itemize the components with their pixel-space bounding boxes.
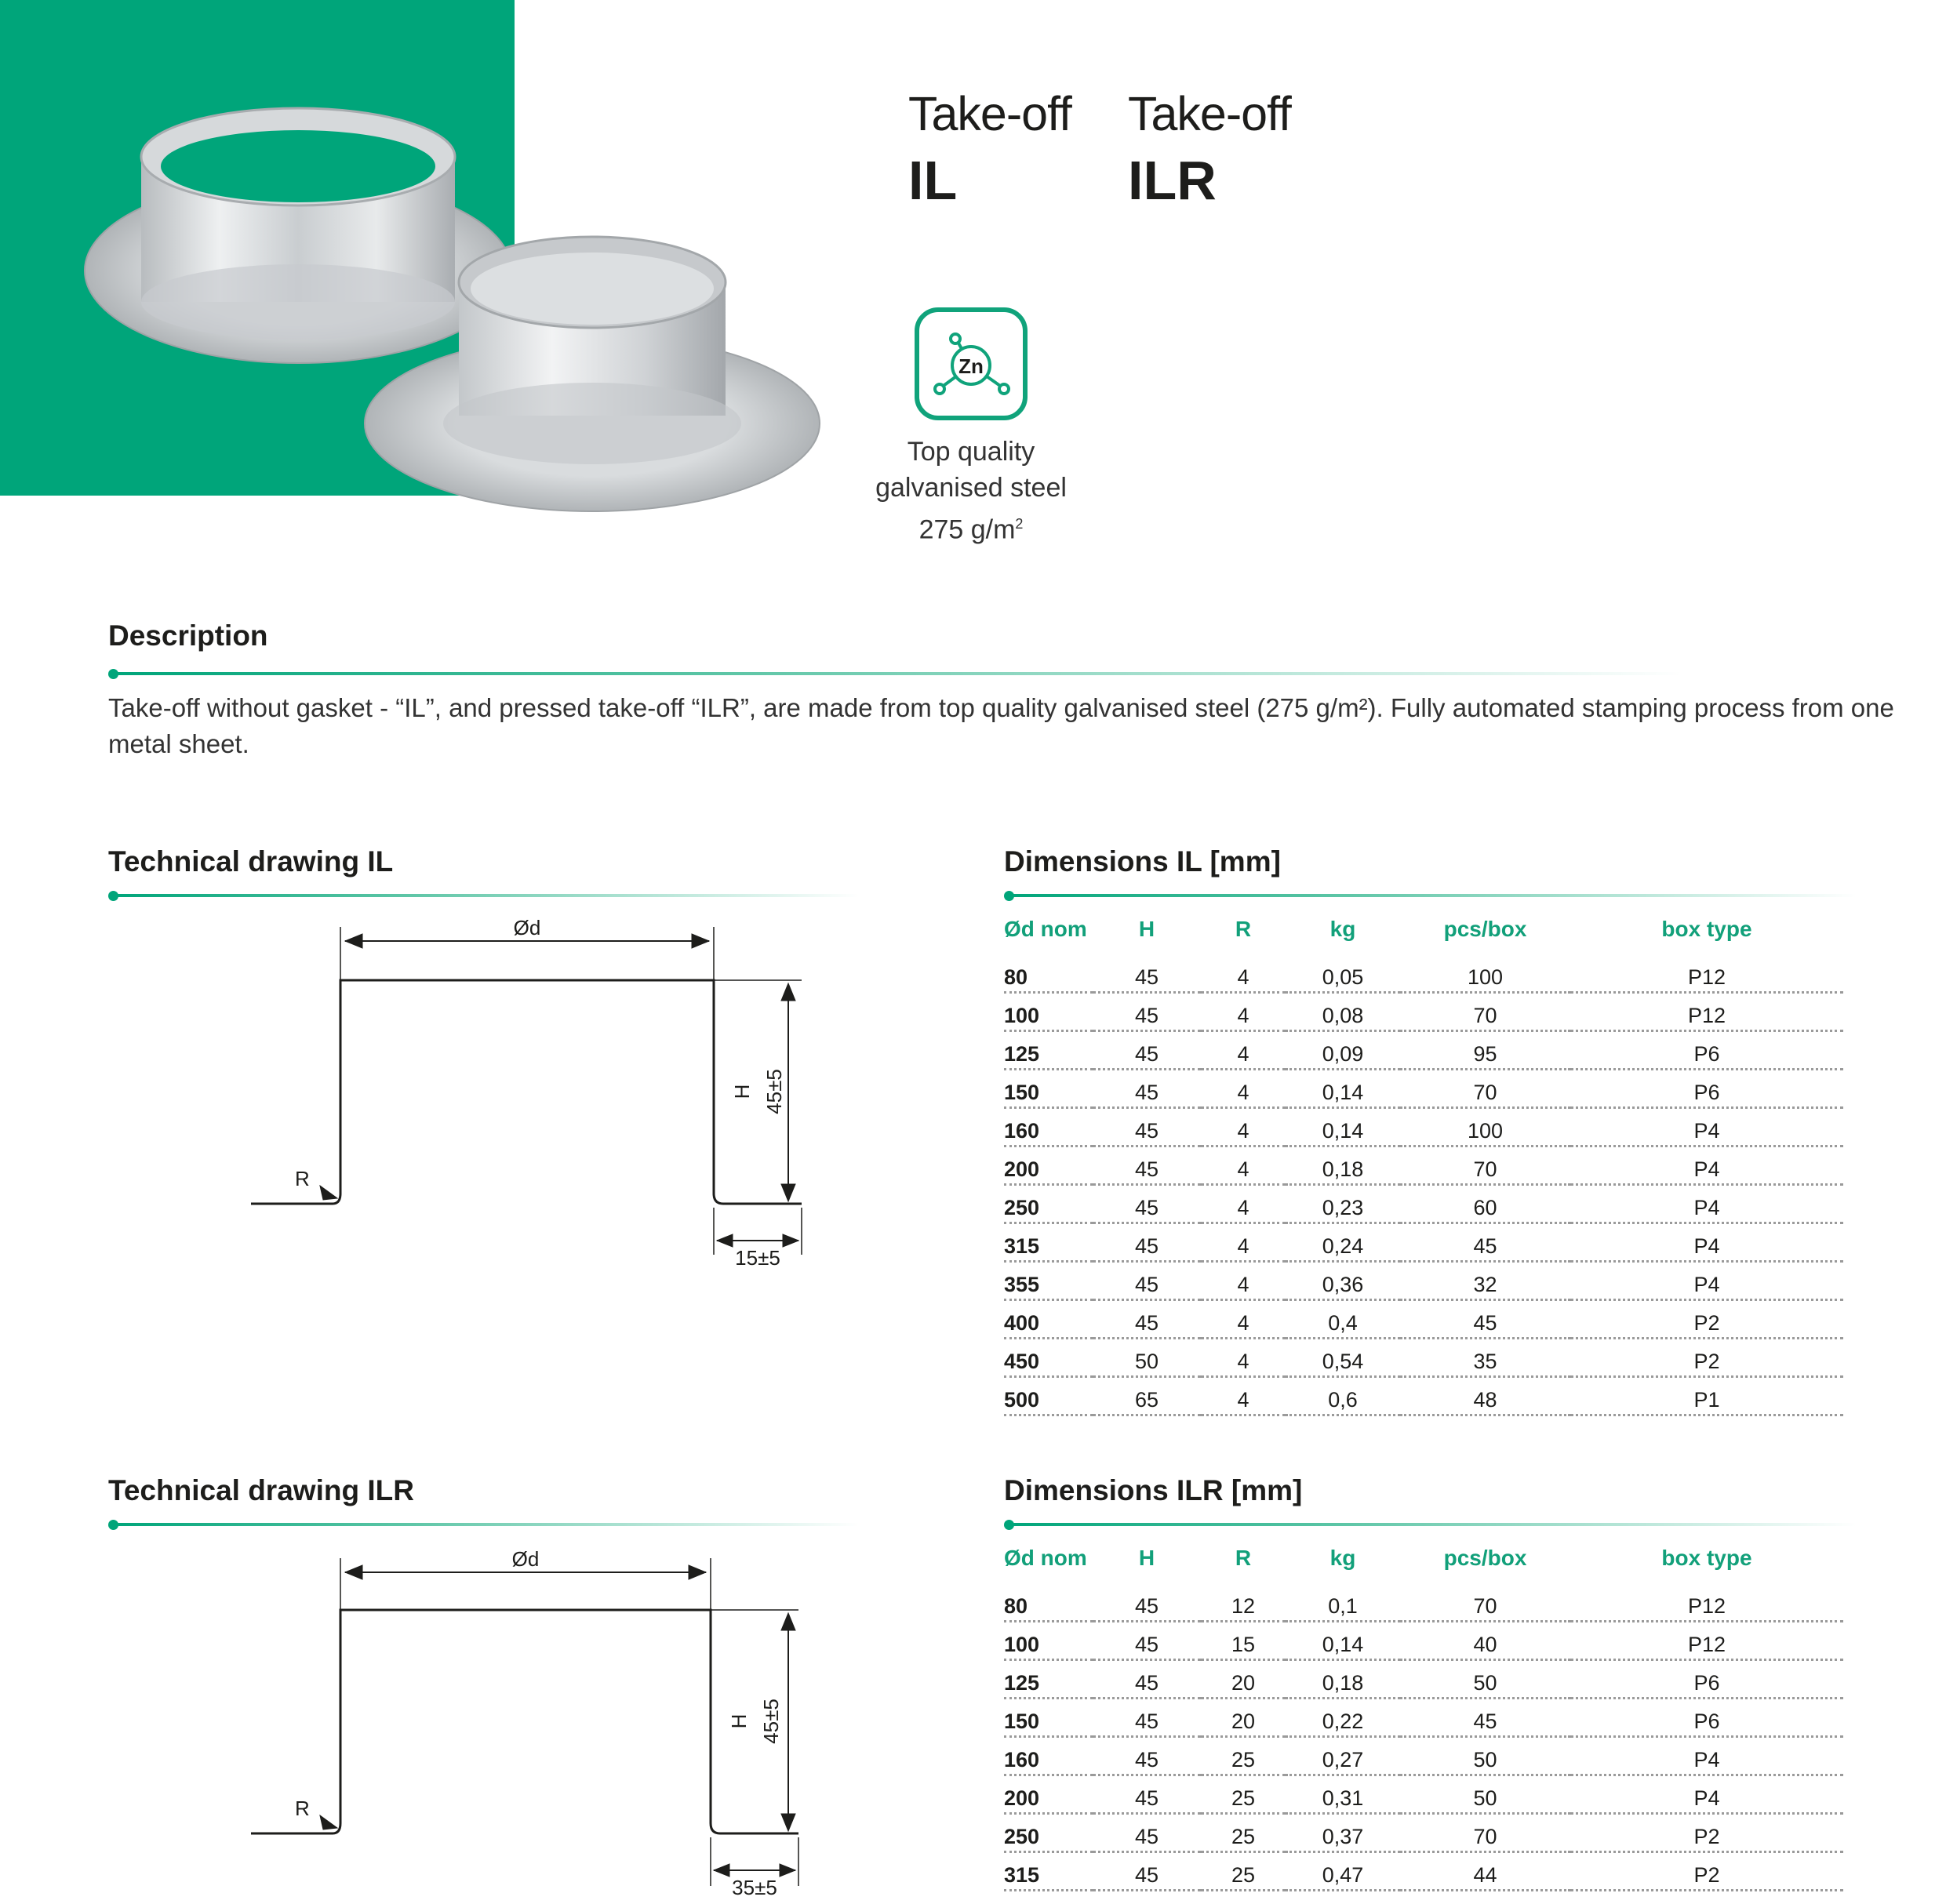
table-ilr-cell: P6 — [1570, 1699, 1843, 1737]
feature-line2: galvanised steel — [875, 473, 1067, 503]
drawing-ilr-r-label: R — [295, 1797, 310, 1820]
table-ilr-cell: 315 — [1004, 1852, 1093, 1891]
table-ilr-cell: 0,22 — [1286, 1699, 1400, 1737]
table-il-cell: 0,14 — [1286, 1070, 1400, 1108]
table-il-cell: P1 — [1570, 1377, 1843, 1415]
table-row — [1004, 1737, 1843, 1775]
table-ilr-cell: 50 — [1400, 1737, 1570, 1775]
table-il-cell: 100 — [1400, 1108, 1570, 1146]
table-il-spacer — [1004, 947, 1843, 955]
table-il-cell: 4 — [1201, 1262, 1286, 1300]
drawing-ilr-d-label: Ød — [511, 1547, 540, 1571]
table-il-title: Dimensions IL [mm] — [1004, 845, 1281, 878]
table-ilr-cell: 45 — [1093, 1660, 1201, 1699]
table-il-cell: P6 — [1570, 1070, 1843, 1108]
table-ilr-cell: 20 — [1201, 1699, 1286, 1737]
table-ilr-cell: 44 — [1400, 1852, 1570, 1891]
description-rule — [114, 672, 1682, 675]
table-ilr-cell: 45 — [1400, 1699, 1570, 1737]
table-il-cell: 125 — [1004, 1031, 1093, 1070]
table-ilr-header-box: box type — [1661, 1546, 1752, 1570]
drawing-il-h-value: 45±5 — [762, 1069, 786, 1114]
table-il-cell: 45 — [1093, 955, 1201, 993]
table-il-cell: 45 — [1093, 1031, 1201, 1070]
feature-text — [853, 434, 1089, 547]
table-il-cell: 60 — [1400, 1185, 1570, 1223]
table-il-cell: 35 — [1400, 1339, 1570, 1377]
table-il-cell: 315 — [1004, 1223, 1093, 1262]
description-text: Take-off without gasket - “IL”, and pressed take-off “ILR”, are made from top quality galvanised steel (275 g/m²). Fully automated stamping process from one metal sheet. — [108, 693, 1894, 758]
table-ilr-cell: P4 — [1570, 1737, 1843, 1775]
table-il-cell: 48 — [1400, 1377, 1570, 1415]
table-ilr-cell: 160 — [1004, 1737, 1093, 1775]
drawing-ilr-rule — [114, 1523, 859, 1526]
table-il-cell: 450 — [1004, 1339, 1093, 1377]
table-il-cell: 250 — [1004, 1185, 1093, 1223]
table-il — [1004, 911, 1843, 1416]
table-row — [1004, 1108, 1843, 1146]
table-ilr-cell: P6 — [1570, 1660, 1843, 1699]
table-ilr-cell: 0,14 — [1286, 1622, 1400, 1660]
table-row — [1004, 1775, 1843, 1814]
table-ilr-cell: 150 — [1004, 1699, 1093, 1737]
table-ilr-header-r: R — [1235, 1546, 1252, 1570]
table-ilr-cell: 40 — [1400, 1622, 1570, 1660]
drawing-il-title: Technical drawing IL — [108, 845, 394, 878]
table-row — [1004, 1622, 1843, 1660]
table-il-cell: P12 — [1570, 955, 1843, 993]
table-ilr-cell: P12 — [1570, 1622, 1843, 1660]
table-il-cell: 150 — [1004, 1070, 1093, 1108]
table-row — [1004, 1300, 1843, 1339]
table-ilr-cell: 70 — [1400, 1814, 1570, 1852]
table-il-cell: 70 — [1400, 1070, 1570, 1108]
table-ilr-title: Dimensions ILR [mm] — [1004, 1474, 1303, 1506]
table-row — [1004, 1584, 1843, 1622]
table-ilr-cell: 50 — [1400, 1775, 1570, 1814]
table-ilr-cell: P2 — [1570, 1814, 1843, 1852]
table-ilr-cell: P12 — [1570, 1584, 1843, 1622]
zn-galvanised-icon — [915, 307, 1028, 420]
table-il-rule — [1009, 894, 1857, 897]
table-row — [1004, 1814, 1843, 1852]
table-ilr-cell: 20 — [1201, 1660, 1286, 1699]
table-ilr-cell: P2 — [1570, 1852, 1843, 1891]
title-ilr-line1: Take-off — [1128, 87, 1291, 140]
table-il-header-box: box type — [1661, 917, 1752, 941]
table-il-cell: 45 — [1093, 1108, 1201, 1146]
table-ilr-header-h: H — [1138, 1546, 1155, 1570]
table-il-cell: 500 — [1004, 1377, 1093, 1415]
table-il-cell: 0,23 — [1286, 1185, 1400, 1223]
table-ilr-header-kg: kg — [1329, 1546, 1356, 1570]
table-il-cell: 4 — [1201, 1070, 1286, 1108]
table-il-cell: 0,4 — [1286, 1300, 1400, 1339]
table-il-cell: 45 — [1093, 1146, 1201, 1185]
drawing-ilr-h-value: 45±5 — [759, 1699, 783, 1744]
table-il-cell: P4 — [1570, 1146, 1843, 1185]
table-row — [1004, 993, 1843, 1031]
table-il-header-pcs: pcs/box — [1443, 917, 1527, 941]
zn-icon-label: Zn — [958, 354, 984, 378]
table-il-cell: P4 — [1570, 1262, 1843, 1300]
table-il-cell: 45 — [1093, 1262, 1201, 1300]
table-il-cell: 32 — [1400, 1262, 1570, 1300]
table-il-cell: 45 — [1093, 1223, 1201, 1262]
table-ilr-cell: P4 — [1570, 1775, 1843, 1814]
table-il-cell: 4 — [1201, 1339, 1286, 1377]
table-il-cell: 4 — [1201, 1146, 1286, 1185]
table-ilr-cell: 70 — [1400, 1584, 1570, 1622]
table-ilr-cell: 100 — [1004, 1622, 1093, 1660]
table-row — [1004, 1699, 1843, 1737]
product-photo — [0, 0, 847, 549]
table-il-cell: 0,36 — [1286, 1262, 1400, 1300]
table-row — [1004, 1339, 1843, 1377]
table-il-cell: 65 — [1093, 1377, 1201, 1415]
table-il-cell: P2 — [1570, 1300, 1843, 1339]
table-ilr-cell: 45 — [1093, 1584, 1201, 1622]
table-ilr-cell: 25 — [1201, 1737, 1286, 1775]
table-ilr-cell: 12 — [1201, 1584, 1286, 1622]
table-il-cell: 0,09 — [1286, 1031, 1400, 1070]
table-il-cell: P4 — [1570, 1223, 1843, 1262]
table-ilr-cell: 45 — [1093, 1737, 1201, 1775]
table-il-cell: 45 — [1093, 993, 1201, 1031]
table-ilr-cell: 200 — [1004, 1775, 1093, 1814]
table-ilr-cell: 0,27 — [1286, 1737, 1400, 1775]
table-il-cell: 0,6 — [1286, 1377, 1400, 1415]
table-ilr-cell: 45 — [1093, 1814, 1201, 1852]
table-il-cell: 400 — [1004, 1300, 1093, 1339]
table-il-cell: 70 — [1400, 1146, 1570, 1185]
table-il-cell: 80 — [1004, 955, 1093, 993]
table-ilr-rule — [1009, 1523, 1857, 1526]
table-il-cell: 4 — [1201, 1223, 1286, 1262]
table-ilr-cell: 0,47 — [1286, 1852, 1400, 1891]
table-il-header-row — [1004, 911, 1843, 947]
table-ilr-cell: 45 — [1093, 1622, 1201, 1660]
table-ilr-cell: 0,1 — [1286, 1584, 1400, 1622]
description-title: Description — [108, 620, 268, 652]
drawing-il — [235, 910, 831, 1270]
table-row — [1004, 955, 1843, 993]
table-il-cell: 4 — [1201, 1300, 1286, 1339]
table-ilr-cell: 45 — [1093, 1699, 1201, 1737]
table-il-cell: 0,24 — [1286, 1223, 1400, 1262]
title-il-code: IL — [908, 150, 958, 211]
table-il-cell: 0,18 — [1286, 1146, 1400, 1185]
table-il-cell: 45 — [1093, 1300, 1201, 1339]
table-ilr-cell: 45 — [1093, 1852, 1201, 1891]
table-il-cell: 4 — [1201, 1108, 1286, 1146]
table-il-cell: P2 — [1570, 1339, 1843, 1377]
table-il-cell: 4 — [1201, 1377, 1286, 1415]
table-row — [1004, 1660, 1843, 1699]
table-il-cell: 355 — [1004, 1262, 1093, 1300]
feature-line3: 275 $g/m^2$ — [918, 514, 1024, 545]
table-ilr-header-pcs: pcs/box — [1443, 1546, 1527, 1570]
table-il-cell: 50 — [1093, 1339, 1201, 1377]
table-il-header-r: R — [1235, 917, 1252, 941]
table-row — [1004, 1185, 1843, 1223]
table-il-cell: 0,08 — [1286, 993, 1400, 1031]
table-il-cell: 100 — [1004, 993, 1093, 1031]
table-ilr-cell: 25 — [1201, 1775, 1286, 1814]
title-ilr-code: ILR — [1128, 150, 1217, 211]
drawing-ilr-h-label: H — [727, 1713, 751, 1729]
table-il-cell: 4 — [1201, 1185, 1286, 1223]
table-ilr-header-row — [1004, 1540, 1843, 1576]
table-ilr-cell: 125 — [1004, 1660, 1093, 1699]
table-il-cell: P4 — [1570, 1185, 1843, 1223]
drawing-ilr-flange-label: 35±5 — [732, 1876, 777, 1899]
table-il-cell: 95 — [1400, 1031, 1570, 1070]
table-il-cell: 0,54 — [1286, 1339, 1400, 1377]
table-row — [1004, 1070, 1843, 1108]
table-ilr-cell: 15 — [1201, 1622, 1286, 1660]
table-il-cell: 4 — [1201, 955, 1286, 993]
table-row — [1004, 1223, 1843, 1262]
table-il-cell: 45 — [1400, 1223, 1570, 1262]
drawing-il-d-label: Ød — [513, 916, 541, 939]
table-row — [1004, 1262, 1843, 1300]
table-ilr-cell: 80 — [1004, 1584, 1093, 1622]
table-il-cell: 100 — [1400, 955, 1570, 993]
table-ilr-cell: 0,31 — [1286, 1775, 1400, 1814]
table-il-cell: P6 — [1570, 1031, 1843, 1070]
table-ilr — [1004, 1540, 1843, 1891]
feature-line1: Top quality — [907, 437, 1035, 467]
table-ilr-spacer — [1004, 1576, 1843, 1584]
table-row — [1004, 1031, 1843, 1070]
table-il-cell: P4 — [1570, 1108, 1843, 1146]
table-row — [1004, 1146, 1843, 1185]
drawing-il-rule — [114, 894, 859, 897]
table-ilr-cell: 50 — [1400, 1660, 1570, 1699]
table-row — [1004, 1852, 1843, 1891]
title-il-line1: Take-off — [908, 87, 1071, 140]
table-il-cell: 70 — [1400, 993, 1570, 1031]
table-il-cell: 45 — [1093, 1185, 1201, 1223]
table-ilr-cell: 250 — [1004, 1814, 1093, 1852]
drawing-il-r-label: R — [295, 1167, 310, 1190]
table-il-header-h: H — [1138, 917, 1155, 941]
drawing-il-flange-label: 15±5 — [735, 1246, 780, 1270]
drawing-ilr-title: Technical drawing ILR — [108, 1474, 414, 1506]
table-il-cell: 4 — [1201, 1031, 1286, 1070]
table-il-cell: 45 — [1093, 1070, 1201, 1108]
table-il-cell: 0,14 — [1286, 1108, 1400, 1146]
table-il-header-d: Ød nom — [1004, 917, 1087, 941]
table-il-cell: 200 — [1004, 1146, 1093, 1185]
drawing-ilr — [235, 1541, 831, 1902]
table-ilr-cell: 0,37 — [1286, 1814, 1400, 1852]
table-ilr-header-d: Ød nom — [1004, 1546, 1087, 1570]
table-ilr-cell: 0,18 — [1286, 1660, 1400, 1699]
table-ilr-cell: 45 — [1093, 1775, 1201, 1814]
table-ilr-cell: 25 — [1201, 1852, 1286, 1891]
drawing-il-h-label: H — [730, 1084, 754, 1099]
table-ilr-cell: 25 — [1201, 1814, 1286, 1852]
table-il-cell: 45 — [1400, 1300, 1570, 1339]
table-il-cell: P12 — [1570, 993, 1843, 1031]
table-row — [1004, 1377, 1843, 1415]
table-il-cell: 4 — [1201, 993, 1286, 1031]
table-il-cell: 0,05 — [1286, 955, 1400, 993]
table-il-cell: 160 — [1004, 1108, 1093, 1146]
table-il-header-kg: kg — [1329, 917, 1356, 941]
